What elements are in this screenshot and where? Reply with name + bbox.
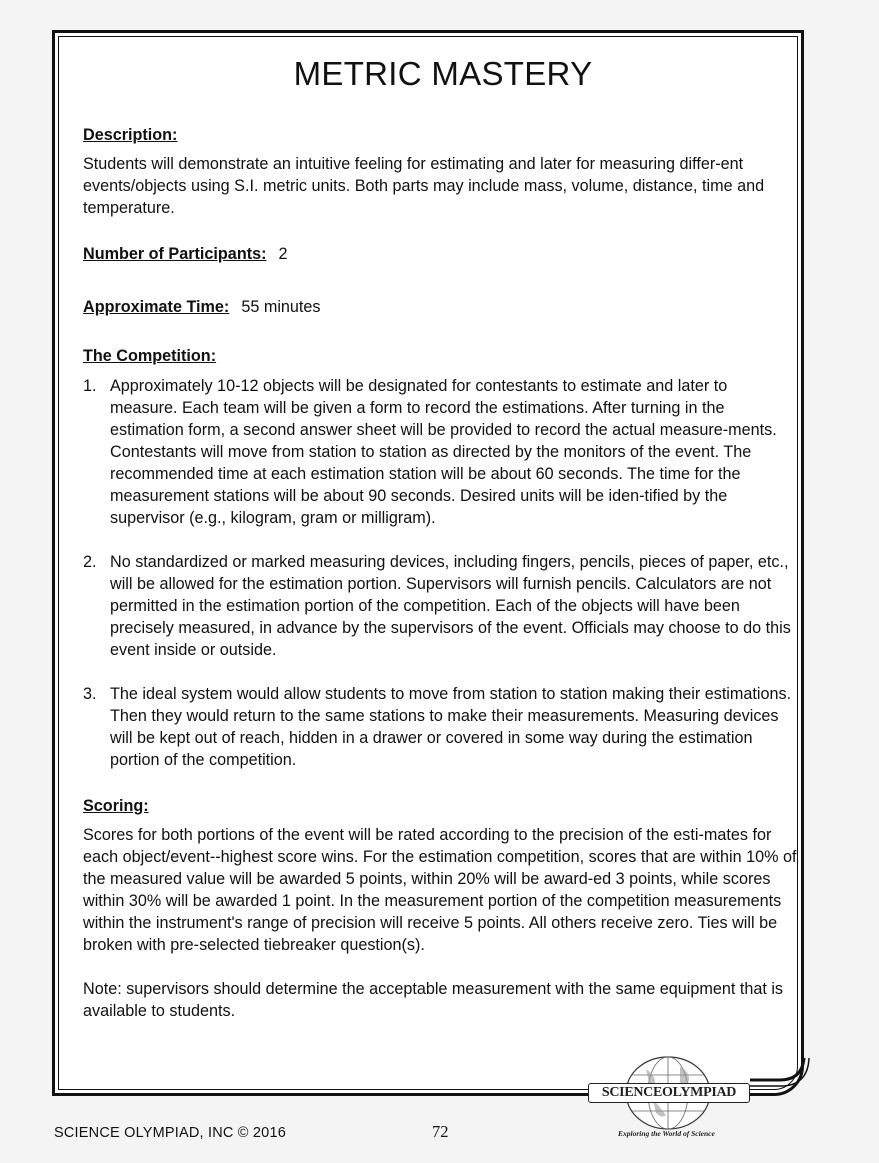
description-text: Students will demonstrate an intuitive feeling for estimating and later for measuring differ-ent events/objects using S.I. metric units. Both parts may include mass, volume, distance, time and temperature.	[83, 155, 765, 217]
footer-copyright: SCIENCE OLYMPIAD, INC © 2016	[54, 1125, 286, 1141]
science-olympiad-logo	[588, 1055, 758, 1145]
logo-text: SCIENCEOLYMPIAD	[588, 1083, 750, 1103]
time-line	[83, 296, 799, 318]
scoring-section	[83, 795, 799, 1022]
description-section	[83, 124, 799, 219]
page-number: 72	[432, 1122, 449, 1141]
competition-label: The Competition:	[83, 347, 217, 365]
list-item	[83, 375, 799, 529]
description-label: Description:	[83, 126, 178, 144]
participants-value: 2	[278, 245, 288, 263]
page-corner-curl	[750, 1058, 810, 1088]
list-item	[83, 683, 799, 771]
list-item-number: 3.	[83, 685, 97, 703]
document-body	[83, 54, 799, 1022]
scoring-note: Note: supervisors should determine the acceptable measurement with the same equipment that is available to students.	[83, 980, 784, 1020]
competition-section	[83, 345, 799, 771]
participants-label: Number of Participants:	[83, 245, 267, 263]
list-item-number: 1.	[83, 377, 97, 395]
scoring-text: Scores for both portions of the event will be rated according to the precision of the esti-mates for each object/event--highest score wins. For the estimation competition, scores that are within 10% of the measured value will be awarded 5 points, within 20% will be award-ed 3 points, while scores within 30% will be awarded 1 point. In the measurement portion of the competition measurements within the instrument's range of precision will receive 5 points. All others receive zero. Ties will be broken with pre-selected tiebreaker question(s).	[83, 826, 797, 954]
list-item-number: 2.	[83, 553, 97, 571]
time-value: 55 minutes	[241, 298, 321, 316]
page-title: METRIC MASTERY	[293, 55, 593, 92]
list-item	[83, 551, 799, 661]
list-item-text: The ideal system would allow students to move from station to station making their estimations. Then they would return to the same stations to make their measurements. Measuring devices will be kept out of reach, hidden in a drawer or covered in some way during the estimation portion of the competition.	[110, 685, 792, 769]
scoring-label: Scoring:	[83, 797, 149, 815]
list-item-text: Approximately 10-12 objects will be designated for contestants to estimate and later to measure. Each team will be given a form to record the estimations. After turning in the estimation form, a second answer sheet will be provided to record the actual measure-ments. Contestants will move from station to station as directed by the monitors of the event. The recommended time at each estimation station will be about 60 seconds. The time for the measurement stations will be about 90 seconds. Desired units will be iden-tified by the supervisor (e.g., kilogram, gram or milligram).	[110, 377, 777, 527]
participants-line	[83, 243, 799, 265]
list-item-text: No standardized or marked measuring devices, including fingers, pencils, pieces of paper, etc., will be allowed for the estimation portion. Supervisors will furnish pencils. Calculators are not permitted in the estimation portion of the competition. Each of the objects will have been precisely measured, in advance by the supervisors of the event. Officials may choose to do this event inside or outside.	[110, 553, 791, 659]
logo-tagline: Exploring the World of Science	[618, 1129, 715, 1138]
time-label: Approximate Time:	[83, 298, 230, 316]
